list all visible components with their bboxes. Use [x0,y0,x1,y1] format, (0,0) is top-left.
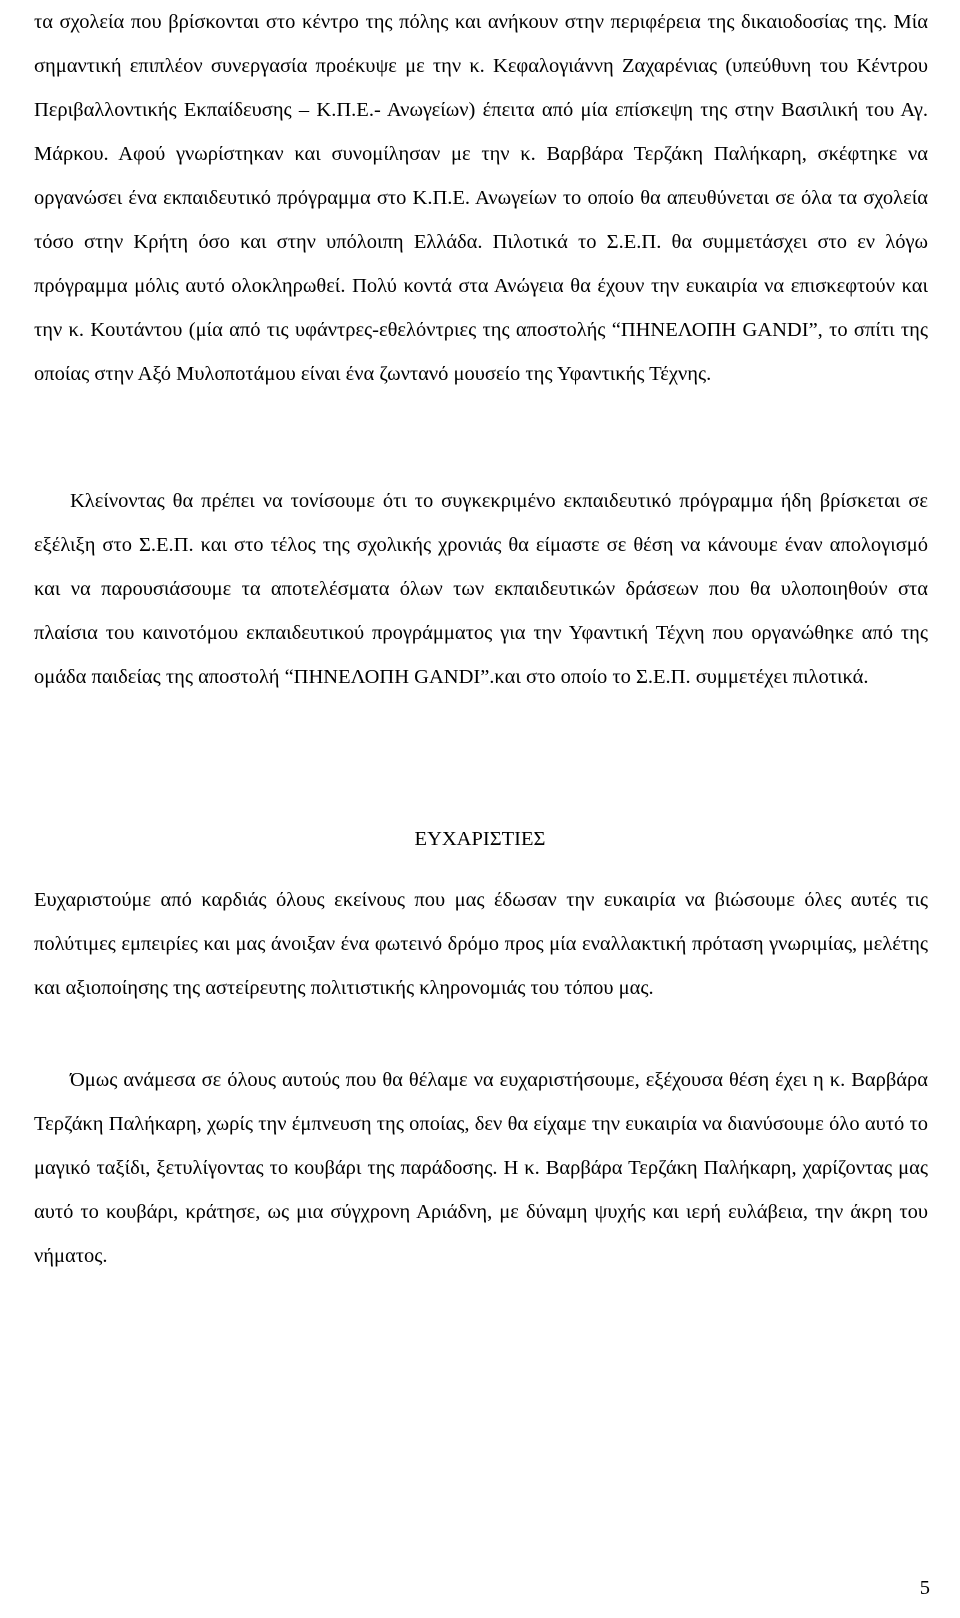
paragraph-continued: τα σχολεία που βρίσκονται στο κέντρο της πόλης και ανήκουν στην περιφέρεια της δικαιοδοσίας της. Μία σημαντική επιπλέον συνεργασία προέκυψε με την κ. Κεφαλογιάννη Ζαχαρένιας (υπεύθυνη του Κέντρου Περιβαλλοντικής Εκπαίδευσης – Κ.Π.Ε.- Ανωγείων) έπειτα από μία επίσκεψη της στην Βασιλική του Αγ. Μάρκου. Αφού γνωρίστηκαν και συνομίλησαν με την κ. Βαρβάρα Τερζάκη Παλήκαρη, σκέφτηκε να οργανώσει ένα εκπαιδευτικό πρόγραμμα στο Κ.Π.Ε. Ανωγείων το οποίο θα απευθύνεται σε όλα τα σχολεία τόσο στην Κρήτη όσο και στην υπόλοιπη Ελλάδα. Πιλοτικά το Σ.Ε.Π. θα συμμετάσχει στο εν λόγω πρόγραμμα μόλις αυτό ολοκληρωθεί. Πολύ κοντά στα Ανώγεια θα έχουν την ευκαιρία να επισκεφτούν και την κ. Κουτάντου (μία από τις υφάντρες-εθελόντριες της αποστολής “ΠΗΝΕΛΟΠΗ GANDI”, το σπίτι της οποίας στην Αξό Μυλοποτάμου είναι ένα ζωντανό μουσείο της Υφαντικής Τέχνης. [34,11,928,385]
acknowledgements-heading: ΕΥΧΑΡΙΣΤΙΕΣ [414,828,546,850]
paragraph-closing: Κλείνοντας θα πρέπει να τονίσουμε ότι το συγκεκριμένο εκπαιδευτικό πρόγραμμα ήδη βρίσκεται σε εξέλιξη στο Σ.Ε.Π. και στο τέλος της σχολικής χρονιάς θα είμαστε σε θέση να κάνουμε έναν απολογισμό και να παρουσιάσουμε τα αποτελέσματα όλων των εκπαιδευτικών δράσεων που θα υλοποιηθούν στα πλαίσια του καινοτόμου εκπαιδευτικού προγράμματος για την Υφαντική Τέχνη που οργανώθηκε από της ομάδα παιδείας της αποστολή “ΠΗΝΕΛΟΠΗ GANDI”.και στο οποίο το Σ.Ε.Π. συμμετέχει πιλοτικά. [34,490,928,688]
acknowledgements-paragraph-1: Ευχαριστούμε από καρδιάς όλους εκείνους που μας έδωσαν την ευκαιρία να βιώσουμε όλες αυτές τις πολύτιμες εμπειρίες και μας άνοιξαν ένα φωτεινό δρόμο προς μία εναλλακτική πρόταση γνωριμίας, μελέτης και αξιοποίησης της αστείρευτης πολιτιστικής κληρονομιάς του τόπου μας. [34,889,928,999]
acknowledgements-paragraph-2: Όμως ανάμεσα σε όλους αυτούς που θα θέλαμε να ευχαριστήσουμε, εξέχουσα θέση έχει η κ. Βαρβάρα Τερζάκη Παλήκαρη, χωρίς την έμπνευση της οποίας, δεν θα είχαμε την ευκαιρία να διανύσουμε όλο αυτό το μαγικό ταξίδι, ξετυλίγοντας το κουβάρι της παράδοσης. Η κ. Βαρβάρα Τερζάκη Παλήκαρη, χαρίζοντας μας αυτό το κουβάρι, κράτησε, ως μια σύγχρονη Αριάδνη, με δύναμη ψυχής και ιερή ευλάβεια, την άκρη του νήματος. [34,1069,928,1267]
page-number: 5 [919,1577,930,1599]
